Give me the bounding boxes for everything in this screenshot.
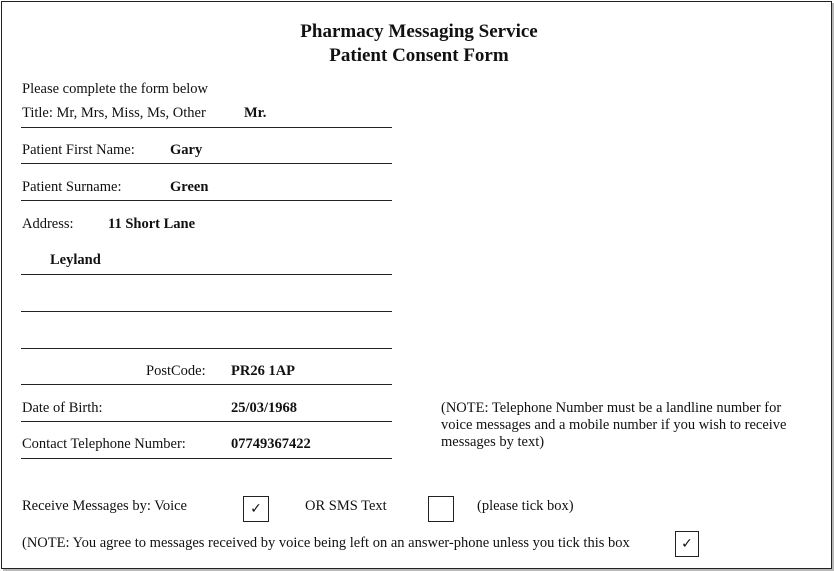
- form-heading-consent: Patient Consent Form: [329, 45, 509, 66]
- surname-value[interactable]: Green: [170, 179, 209, 195]
- phone-label: Contact Telephone Number:: [22, 436, 186, 452]
- surname-label: Patient Surname:: [22, 179, 122, 195]
- dob-label: Date of Birth:: [22, 400, 103, 416]
- title-label: Title: Mr, Mrs, Miss, Ms, Other: [22, 105, 206, 121]
- address-line4-rule: [21, 348, 392, 349]
- address-line3-rule: [21, 311, 392, 312]
- address-label: Address:: [22, 216, 74, 232]
- title-value[interactable]: Mr.: [244, 105, 267, 121]
- sms-label: OR SMS Text: [305, 498, 387, 514]
- dob-value[interactable]: 25/03/1968: [231, 400, 298, 416]
- first-name-value[interactable]: Gary: [170, 142, 203, 158]
- voice-checkbox[interactable]: ✓: [243, 496, 269, 522]
- answerphone-note: (NOTE: You agree to messages received by voice being left on an answer-phone unless you tick this box: [22, 535, 630, 551]
- postcode-value[interactable]: PR26 1AP: [231, 363, 296, 379]
- address-line2-value[interactable]: Leyland: [50, 252, 101, 268]
- receive-messages-label: Receive Messages by: Voice: [22, 498, 187, 514]
- form-instruction: Please complete the form below: [22, 81, 209, 97]
- postcode-rule: [21, 384, 392, 385]
- first-name-rule: [21, 163, 392, 164]
- phone-value[interactable]: 07749367422: [231, 436, 311, 452]
- first-name-label: Patient First Name:: [22, 142, 135, 158]
- title-rule: [21, 127, 392, 128]
- sms-checkbox[interactable]: [428, 496, 454, 522]
- address-line1-value[interactable]: 11 Short Lane: [108, 216, 196, 232]
- form-heading-service: Pharmacy Messaging Service: [300, 21, 538, 42]
- consent-form: [1, 1, 832, 569]
- telephone-note: (NOTE: Telephone Number must be a landline number for voice messages and a mobile number if you wish to receive messages by text): [441, 400, 787, 450]
- dob-rule: [21, 421, 392, 422]
- answerphone-checkbox[interactable]: ✓: [675, 531, 699, 557]
- tick-box-hint: (please tick box): [477, 498, 574, 514]
- postcode-label: PostCode:: [146, 363, 206, 379]
- surname-rule: [21, 200, 392, 201]
- address-line2-rule: [21, 274, 392, 275]
- phone-rule: [21, 458, 392, 459]
